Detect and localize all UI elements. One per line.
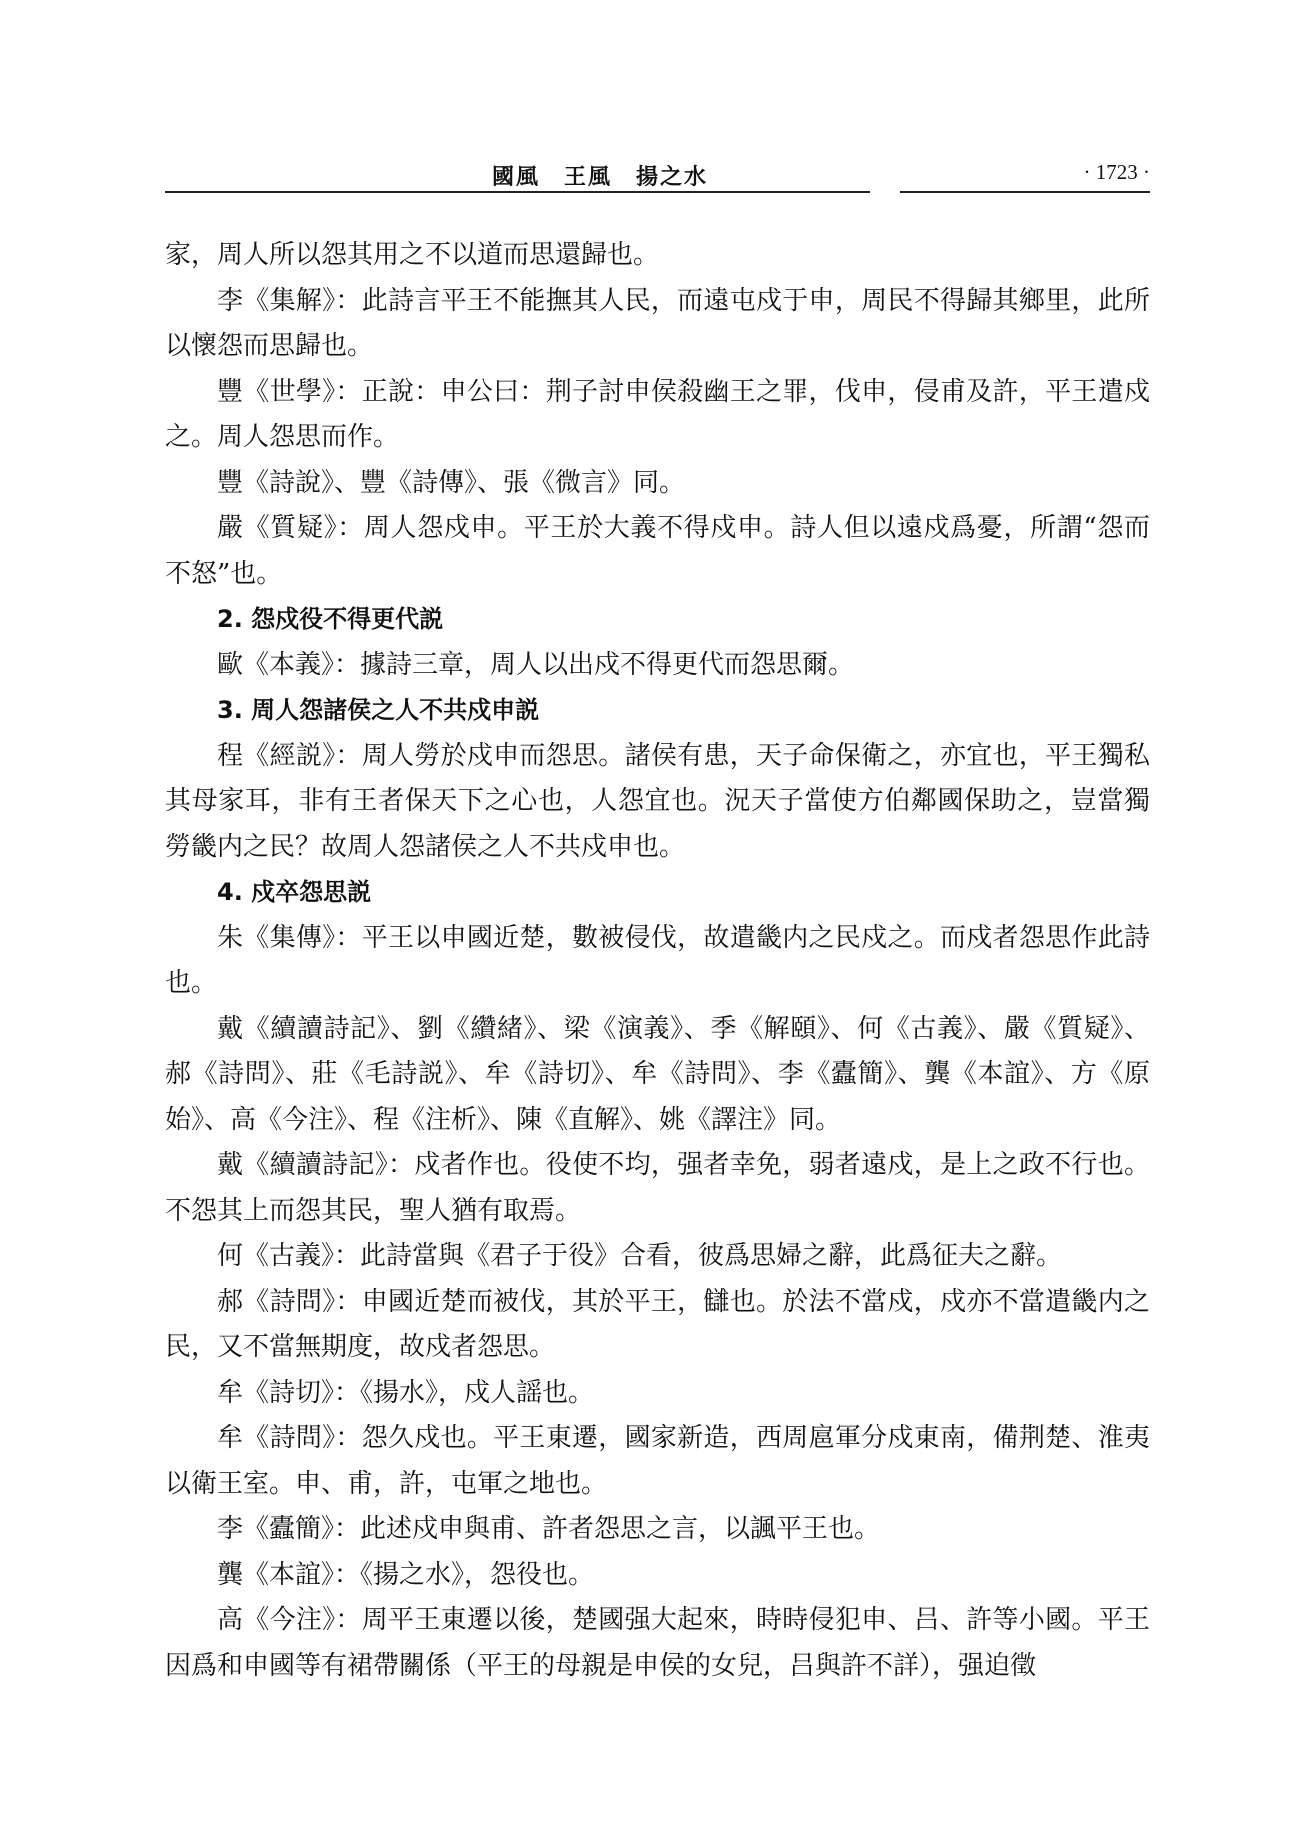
paragraph: 豐《詩說》、豐《詩傳》、張《微言》同。 <box>217 467 686 498</box>
paragraph: 李《集解》：此詩言平王不能撫其人民，而遠屯戍于申，周民不得歸其鄉里，此所以懷怨而思歸也。 <box>165 285 1150 361</box>
running-header <box>165 158 1150 198</box>
section-heading: 4. 戍卒怨思説 <box>217 878 372 906</box>
paragraph: 豐《世學》：正說：申公曰：荆子討申侯殺幽王之罪，伐申，侵甫及許，平王遣戍之。周人怨思而作。 <box>165 376 1150 452</box>
paragraph: 戴《續讀詩記》：戍者作也。役使不均，强者幸免，弱者遠戍，是上之政不行也。不怨其上而怨其民，聖人猶有取焉。 <box>165 1150 1150 1226</box>
header-title: 國風 王風 揚之水 <box>491 164 708 190</box>
header-rule-left <box>165 191 870 193</box>
section-heading: 2. 怨戍役不得更代説 <box>217 605 444 633</box>
paragraph: 嚴《質疑》：周人怨戍申。平王於大義不得戍申。詩人但以遠戍爲憂，所謂“怨而不怒”也。 <box>165 513 1150 589</box>
section-heading: 3. 周人怨諸侯之人不共戍申説 <box>217 696 540 724</box>
paragraph: 李《蠹簡》：此述戍申與甫、許者怨思之言，以諷平王也。 <box>217 1514 881 1544</box>
paragraph: 高《今注》：周平王東遷以後，楚國强大起來，時時侵犯申、吕、許等小國。平王因爲和申國等有裙帶關係（平王的母親是申侯的女兒，吕與許不詳），强迫徵 <box>165 1605 1150 1681</box>
body-text <box>165 233 1150 1689</box>
paragraph: 朱《集傳》：平王以申國近楚，數被侵伐，故遣畿内之民戍之。而戍者怨思作此詩也。 <box>165 922 1150 998</box>
paragraph: 程《經説》：周人勞於戍申而怨思。諸侯有患，天子命保衛之，亦宜也，平王獨私其母家耳，非有王者保天下之心也，人怨宜也。況天子當使方伯鄰國保助之，豈當獨勞畿内之民？故周人怨諸侯之人不共戍申也。 <box>165 740 1150 862</box>
paragraph: 歐《本義》：據詩三章，周人以出戍不得更代而怨思爾。 <box>217 649 855 680</box>
paragraph: 龔《本誼》：《揚之水》，怨役也。 <box>217 1559 595 1590</box>
paragraph: 牟《詩切》：《揚水》，戍人謡也。 <box>217 1377 595 1408</box>
paragraph-continued: 家，周人所以怨其用之不以道而思還歸也。 <box>165 240 660 270</box>
paragraph: 郝《詩問》：申國近楚而被伐，其於平王，讎也。於法不當戍，戍亦不當遣畿内之民，又不當無期度，故戍者怨思。 <box>165 1286 1150 1362</box>
paragraph: 何《古義》：此詩當與《君子于役》合看，彼爲思婦之辭，此爲征夫之辭。 <box>217 1241 1063 1271</box>
paragraph: 牟《詩問》：怨久戍也。平王東遷，國家新造，西周扈軍分戍東南，備荆楚、淮夷以衛王室。申、甫，許，屯軍之地也。 <box>165 1423 1150 1499</box>
paragraph: 戴《續讀詩記》、劉《纘緒》、梁《演義》、季《解頤》、何《古義》、嚴《質疑》、郝《詩問》、莊《毛詩説》、牟《詩切》、牟《詩問》、李《蠹簡》、龔《本誼》、方《原始》、高《今注》、程《注析》、陳《直解》、姚《譯注》同。 <box>165 1013 1150 1135</box>
header-rule-right <box>900 191 1150 193</box>
page-number: · 1723 · <box>1083 160 1150 184</box>
